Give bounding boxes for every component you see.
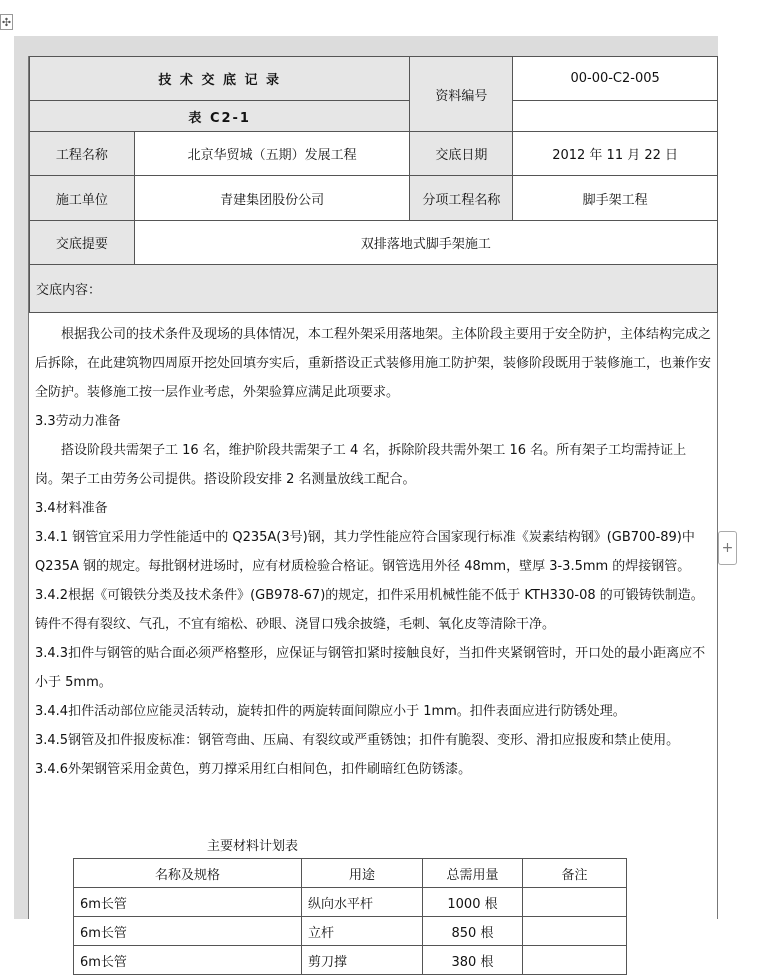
materials-header-qty: 总需用量 [423, 859, 523, 888]
project-label: 工程名称 [30, 132, 135, 176]
section-3-3-text: 搭设阶段共需架子工 16 名，维护阶段共需架子工 4 名，拆除阶段共需外架工 16 名。所有架子工均需持证上岗。架子工由劳务公司提供。搭设阶段安排 2 名测量放线工配合。 [35, 443, 687, 487]
section-3-4-6: 3.4.6外架钢管采用金黄色，剪刀撑采用红白相间色，扣件刷暗红色防锈漆。 [35, 762, 472, 777]
section-3-4-4: 3.4.4扣件活动部位应能灵活转动，旋转扣件的两旋转面间隙应小于 1mm。扣件表面应进行防锈处理。 [35, 704, 626, 719]
page-left-margin [14, 36, 28, 919]
section-3-4-3: 3.4.3扣件与钢管的贴合面必须严格整形，应保证与钢管扣紧时接触良好，当扣件夹紧钢管时，开口处的最小距离应不小于 5mm。 [35, 646, 706, 690]
date-label: 交底日期 [410, 132, 513, 176]
content-body [29, 320, 718, 784]
material-use: 剪刀撑 [302, 946, 423, 975]
subproject-value: 脚手架工程 [513, 176, 718, 221]
unit-label: 施工单位 [30, 176, 135, 221]
material-name: 6m长管 [74, 946, 302, 975]
materials-table [73, 858, 627, 975]
material-name: 6m长管 [74, 917, 302, 946]
page-top-margin [14, 36, 718, 57]
record-header-table [29, 56, 718, 313]
materials-header-use: 用途 [302, 859, 423, 888]
date-value: 2012 年 11 月 22 日 [513, 132, 718, 176]
material-note [523, 917, 627, 946]
table-row [74, 888, 627, 917]
section-3-3-title: 3.3劳动力准备 [35, 414, 121, 429]
project-value: 北京华贸城（五期）发展工程 [134, 132, 410, 176]
doc-no-extra [513, 101, 718, 132]
document-page [28, 56, 718, 970]
form-no: 表 C2-1 [30, 101, 410, 132]
summary-value: 双排落地式脚手架施工 [134, 221, 717, 265]
table-move-handle-icon[interactable]: ✣ [1, 16, 12, 29]
section-3-4-5: 3.4.5钢管及扣件报废标准：钢管弯曲、压扁、有裂纹或严重锈蚀；扣件有脆裂、变形、滑扣应报废和禁止使用。 [35, 733, 680, 748]
material-qty: 1000 根 [423, 888, 523, 917]
materials-title: 主要材料计划表 [207, 839, 299, 854]
table-row [74, 946, 627, 975]
material-note [523, 888, 627, 917]
material-qty: 380 根 [423, 946, 523, 975]
section-3-4-2: 3.4.2根据《可锻铁分类及技术条件》(GB978-67)的规定，扣件采用机械性能不低于 KTH330-08 的可锻铸铁制造。铸件不得有裂纹、气孔，不宜有缩松、砂眼、浇冒口残余披缝，毛刺、氧化皮等清除干净。 [35, 588, 704, 632]
subproject-label: 分项工程名称 [410, 176, 513, 221]
material-use: 纵向水平杆 [302, 888, 423, 917]
section-3-4-1: 3.4.1 钢管宜采用力学性能适中的 Q235A(3号)钢，其力学性能应符合国家现行标准《炭素结构钢》(GB700-89)中 Q235A 钢的规定。每批钢材进场时，应有材质检验合格证。钢管选用外径 48mm，壁厚 3-3.5mm 的焊接钢管。 [35, 530, 695, 574]
content-label: 交底内容： [30, 265, 718, 313]
materials-header-name: 名称及规格 [74, 859, 302, 888]
material-note [523, 946, 627, 975]
summary-label: 交底提要 [30, 221, 135, 265]
material-use: 立杆 [302, 917, 423, 946]
add-row-button[interactable]: + [718, 531, 737, 565]
section-3-4-title: 3.4材料准备 [35, 501, 108, 516]
material-name: 6m长管 [74, 888, 302, 917]
intro-paragraph: 根据我公司的技术条件及现场的具体情况，本工程外架采用落地架。主体阶段主要用于安全防护，主体结构完成之后拆除，在此建筑物四周原开挖处回填夯实后，重新搭设正式装修用施工防护架，装修阶段既用于装修施工，也兼作安全防护。装修施工按一层作业考虑，外架验算应满足此项要求。 [35, 327, 712, 400]
doc-no-value: 00-00-C2-005 [513, 57, 718, 101]
doc-no-label: 资料编号 [410, 57, 513, 132]
table-row [74, 917, 627, 946]
unit-value: 青建集团股份公司 [134, 176, 410, 221]
record-title: 技 术 交 底 记 录 [30, 57, 410, 101]
materials-header-note: 备注 [523, 859, 627, 888]
material-qty: 850 根 [423, 917, 523, 946]
